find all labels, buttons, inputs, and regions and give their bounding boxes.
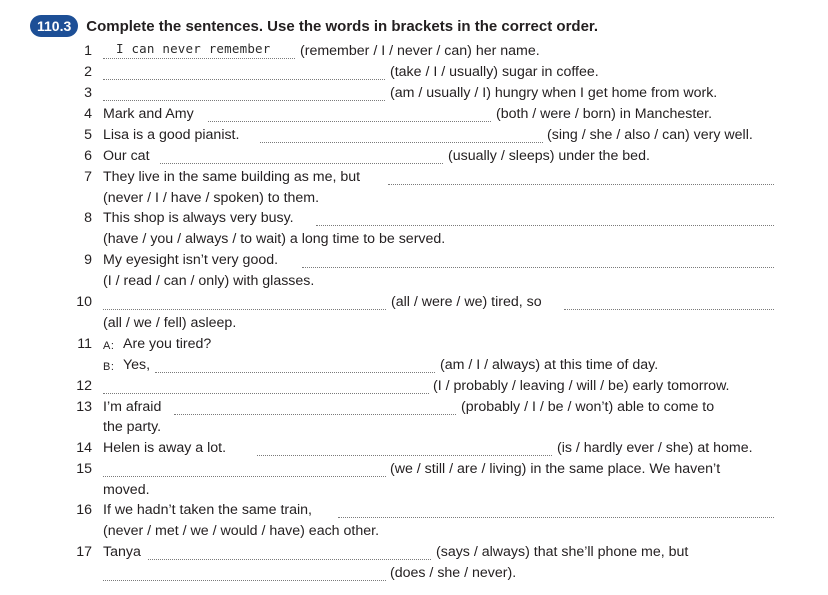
item-number-10: 10	[76, 294, 92, 310]
sentence-text-17: (says / always) that she’ll phone me, but	[436, 544, 689, 560]
sentence-text-1: (remember / I / never / can) her name.	[300, 43, 540, 59]
sentence-text-2: (take / I / usually) sugar in coffee.	[390, 64, 599, 80]
item-number-14: 14	[76, 440, 92, 456]
sentence-text-15b: moved.	[103, 482, 150, 498]
answer-blank-15[interactable]	[103, 460, 386, 477]
sentence-prefix-17: Tanya	[103, 544, 141, 560]
sentence-prefix-13: I’m afraid	[103, 399, 162, 415]
answer-blank-11[interactable]	[155, 356, 435, 373]
sentence-text-17b: (does / she / never).	[390, 565, 517, 581]
item-number-2: 2	[84, 64, 92, 80]
answer-blank-4[interactable]	[208, 105, 491, 122]
item-number-7: 7	[84, 169, 92, 185]
handwritten-answer-1: I can never remember	[116, 41, 271, 56]
item-number-17: 17	[76, 544, 92, 560]
answer-blank-17b[interactable]	[103, 564, 386, 581]
answer-blank-10b[interactable]	[564, 293, 774, 310]
answer-blank-7[interactable]	[388, 168, 774, 185]
sentence-prefix-16: If we hadn’t taken the same train,	[103, 502, 312, 518]
sentence-prefix-7: They live in the same building as me, but	[103, 169, 361, 185]
sentence-text-15: (we / still / are / living) in the same place. We haven’t	[390, 461, 721, 477]
sentence-prefix-8: This shop is always very busy.	[103, 210, 294, 226]
sentence-text-4: (both / were / born) in Manchester.	[496, 106, 713, 122]
item-number-5: 5	[84, 127, 92, 143]
answer-blank-3[interactable]	[103, 84, 385, 101]
sentence-text-6: (usually / sleeps) under the bed.	[448, 148, 650, 164]
sentence-prefix-4: Mark and Amy	[103, 106, 194, 122]
dialogue-b-prefix: Yes,	[123, 357, 151, 373]
answer-blank-2[interactable]	[103, 63, 385, 80]
sentence-text-8: (have / you / always / to wait) a long time to be served.	[103, 231, 446, 247]
sentence-prefix-14: Helen is away a lot.	[103, 440, 227, 456]
item-number-9: 9	[84, 252, 92, 268]
exercise-header	[30, 13, 598, 39]
speaker-b-label: B:	[103, 361, 115, 373]
item-number-8: 8	[84, 210, 92, 226]
dialogue-a-text: Are you tired?	[123, 336, 212, 352]
answer-blank-16[interactable]	[338, 501, 774, 518]
sentence-text-10b: (all / we / fell) asleep.	[103, 315, 237, 331]
answer-blank-10a[interactable]	[103, 293, 386, 310]
sentence-text-5: (sing / she / also / can) very well.	[547, 127, 753, 143]
exercise-number-badge: 110.3	[30, 15, 78, 37]
answer-blank-17a[interactable]	[148, 543, 431, 560]
sentence-text-3: (am / usually / I) hungry when I get home from work.	[390, 85, 718, 101]
answer-blank-13[interactable]	[174, 398, 456, 415]
sentence-text-11: (am / I / always) at this time of day.	[440, 357, 659, 373]
sentence-text-13: (probably / I / be / won’t) able to come to	[461, 399, 715, 415]
item-number-16: 16	[76, 502, 92, 518]
item-number-1: 1	[84, 43, 92, 59]
sentence-prefix-6: Our cat	[103, 148, 150, 164]
sentence-text-13b: the party.	[103, 419, 162, 435]
item-number-4: 4	[84, 106, 92, 122]
item-number-3: 3	[84, 85, 92, 101]
answer-blank-9[interactable]	[302, 251, 774, 268]
sentence-text-10: (all / were / we) tired, so	[391, 294, 542, 310]
answer-blank-8[interactable]	[316, 209, 774, 226]
sentence-text-7: (never / I / have / spoken) to them.	[103, 190, 320, 206]
sentence-text-16: (never / met / we / would / have) each other.	[103, 523, 380, 539]
exercise-instruction: Complete the sentences. Use the words in brackets in the correct order.	[86, 17, 599, 35]
item-number-13: 13	[76, 399, 92, 415]
sentence-prefix-9: My eyesight isn’t very good.	[103, 252, 279, 268]
item-number-12: 12	[76, 378, 92, 394]
item-number-6: 6	[84, 148, 92, 164]
answer-blank-14[interactable]	[257, 439, 552, 456]
answer-blank-6[interactable]	[160, 147, 443, 164]
sentence-text-14: (is / hardly ever / she) at home.	[557, 440, 753, 456]
answer-blank-12[interactable]	[103, 377, 429, 394]
item-number-11: 11	[77, 336, 92, 352]
item-number-15: 15	[76, 461, 92, 477]
answer-blank-5[interactable]	[260, 126, 543, 143]
sentence-text-9: (I / read / can / only) with glasses.	[103, 273, 315, 289]
sentence-prefix-5: Lisa is a good pianist.	[103, 127, 240, 143]
sentence-text-12: (I / probably / leaving / will / be) early tomorrow.	[433, 378, 730, 394]
speaker-a-label: A:	[103, 340, 115, 352]
